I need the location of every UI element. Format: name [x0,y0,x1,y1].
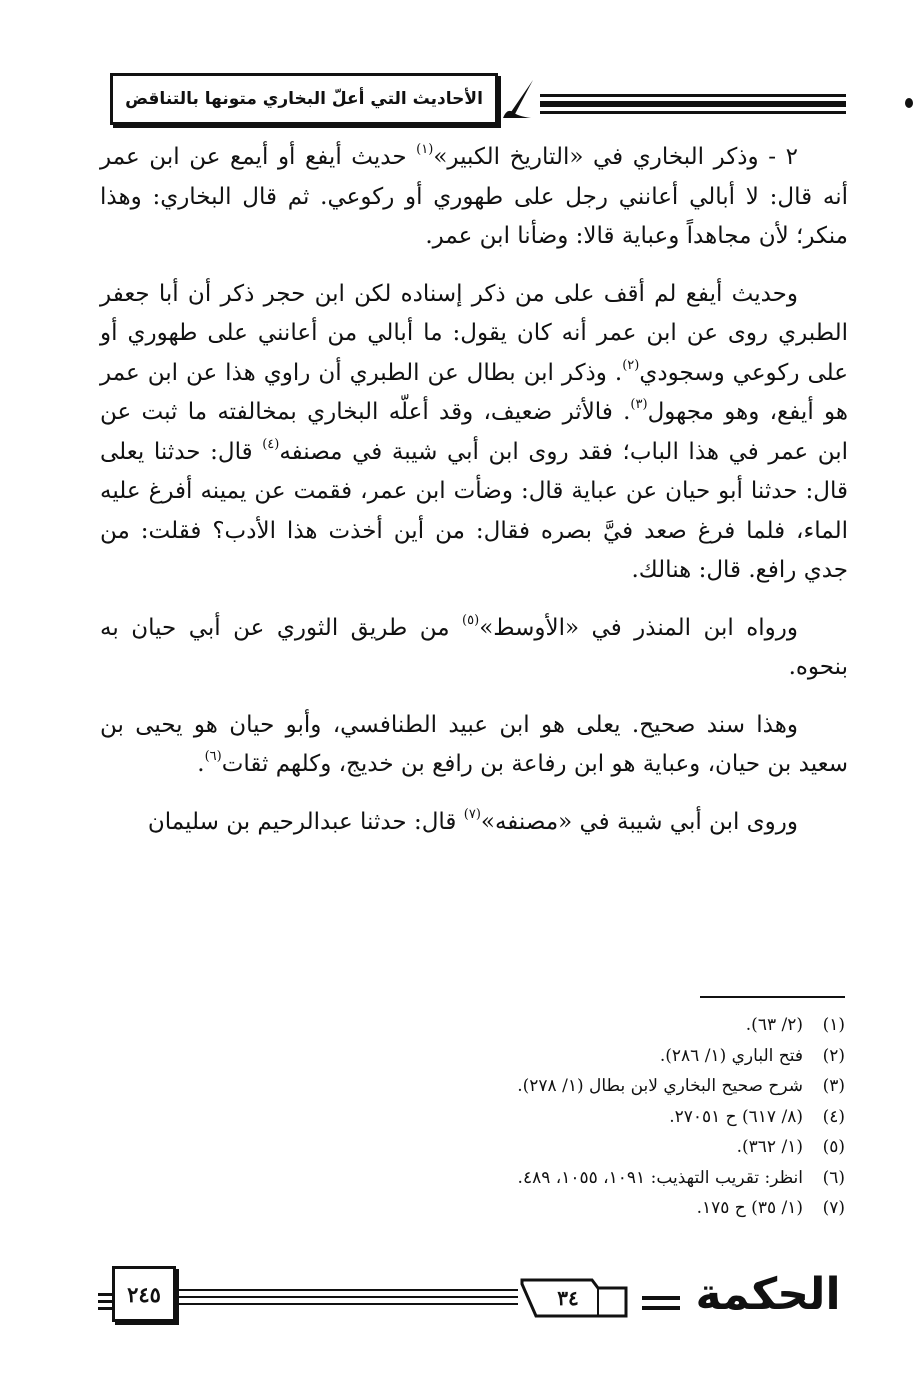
footnote-text: انظر: تقريب التهذيب: ١٠٩١، ١٠٥٥، ٤٨٩. [517,1167,803,1188]
footnote-item [300,1010,845,1041]
footnote-number: (٤) [822,1106,845,1127]
footnote-text: شرح صحيح البخاري لابن بطال (١/ ٢٧٨). [517,1076,803,1096]
footnote-number: (٣) [822,1076,845,1096]
footnote-ref-2[interactable]: (٢) [622,357,640,373]
paragraph-1 [100,138,848,257]
journal-logo: الحكمة [695,1268,841,1320]
page-number [112,1266,176,1322]
footer-rule-equals [642,1296,680,1316]
paragraph-4 [100,706,848,785]
footnote-item [300,1163,845,1194]
footnote-ref-3[interactable]: (٣) [630,397,648,413]
footnote-ref-6[interactable]: (٦) [204,749,222,765]
footnote-ref-5[interactable]: (٥) [462,612,480,628]
footnote-ref-7[interactable]: (٧) [463,806,481,822]
footnote-item [300,1041,845,1072]
footnote-number: (٥) [822,1137,845,1157]
issue-badge [518,1278,630,1318]
footnote-ref-1[interactable]: (١) [416,142,434,158]
footnote-number: (٧) [822,1198,845,1218]
text-run: قال: حدثنا عبدالرحيم بن سليمان [147,808,464,835]
footnote-item [300,1071,845,1102]
footnote-text: فتح الباري (١/ ٢٨٦). [659,1045,803,1066]
paragraph-2 [100,275,848,591]
footnote-item [300,1132,845,1163]
text-run: وحديث أيفع لم أقف على من ذكر إسناده لكن ابن حجر ذكر أن أبا جعفر الطبري روى عن ابن عمر أنه كان يقول: ما أبالي من أعانني على طهوري أو على ركوعي وسجودي [100,280,848,386]
running-header [110,73,498,125]
footnote-item [300,1193,845,1224]
footnote-text: (٨/ ٦١٧) ح ٢٧٠٥١. [669,1106,803,1127]
footnote-separator [700,996,845,998]
header-rule [540,94,846,120]
main-text [100,138,848,860]
footnote-text: (١/ ٣٥) ح ١٧٥. [696,1198,803,1218]
paragraph-5 [100,803,848,843]
quill-pen-icon [497,78,539,120]
text-run: وروى ابن أبي شيبة في «مصنفه» [480,808,798,835]
footnote-text: (٢/ ٦٣). [745,1015,803,1035]
paragraph-3 [100,609,848,688]
footnote-number: (١) [822,1015,845,1035]
footnote-item [300,1102,845,1133]
text-run: . فالأثر ضعيف، وقد أعلّه البخاري بمخالفته ما ثبت عن ابن عمر في هذا الباب؛ فقد روى ابن أبي شيبة في مصنفه [100,399,848,465]
text-run: ٢ - وذكر البخاري في «التاريخ الكبير» [433,144,798,170]
running-header-title: الأحاديث التي أعلّ البخاري متونها بالتناقض [125,89,483,109]
page-number-text: ٢٤٥ [127,1281,161,1307]
text-run: من طريق الثوري عن أبي حيان به بنحوه. [100,614,848,680]
footnote-ref-4[interactable]: (٤) [262,436,280,452]
issue-number: ٣٤ [557,1286,579,1310]
footnotes [300,1010,845,1224]
text-run: . وذكر ابن بطال عن الطبري أن راوي هذا عن ابن عمر هو أيفع، وهو مجهول [100,359,849,425]
footer-rule-middle [178,1289,518,1311]
margin-dot [905,98,913,108]
text-run: ورواه ابن المنذر في «الأوسط» [479,614,798,641]
footnote-number: (٦) [822,1167,845,1188]
text-run: . [197,751,205,777]
text-run: قال: حدثنا يعلى قال: حدثنا أبو حيان عن عباية قال: وضأت ابن عمر، فقمت عن يمينه أفرغ عليه الماء، فلما فرغ صعد فيَّ بصره فقال: من أين أخذت هذا الأدب؟ فقلت: من جدي رافع. قال: هنالك. [100,438,848,583]
footnote-text: (١/ ٣٦٢). [736,1137,803,1157]
text-run: وهذا سند صحيح. يعلى هو ابن عبيد الطنافسي، وأبو حيان هو يحيى بن سعيد بن حيان، وعباية هو ابن رفاعة بن رافع بن خديج، وكلهم ثقات [100,711,848,777]
footnote-number: (٢) [822,1045,845,1066]
text-run: حديث أيفع أو أيمع عن ابن عمر أنه قال: لا أبالي أعانني رجل على طهوري أو ركوعي. ثم قال البخاري: وهذا منكر؛ لأن مجاهداً وعباية قالا: وضأنا ابن عمر. [100,144,848,249]
